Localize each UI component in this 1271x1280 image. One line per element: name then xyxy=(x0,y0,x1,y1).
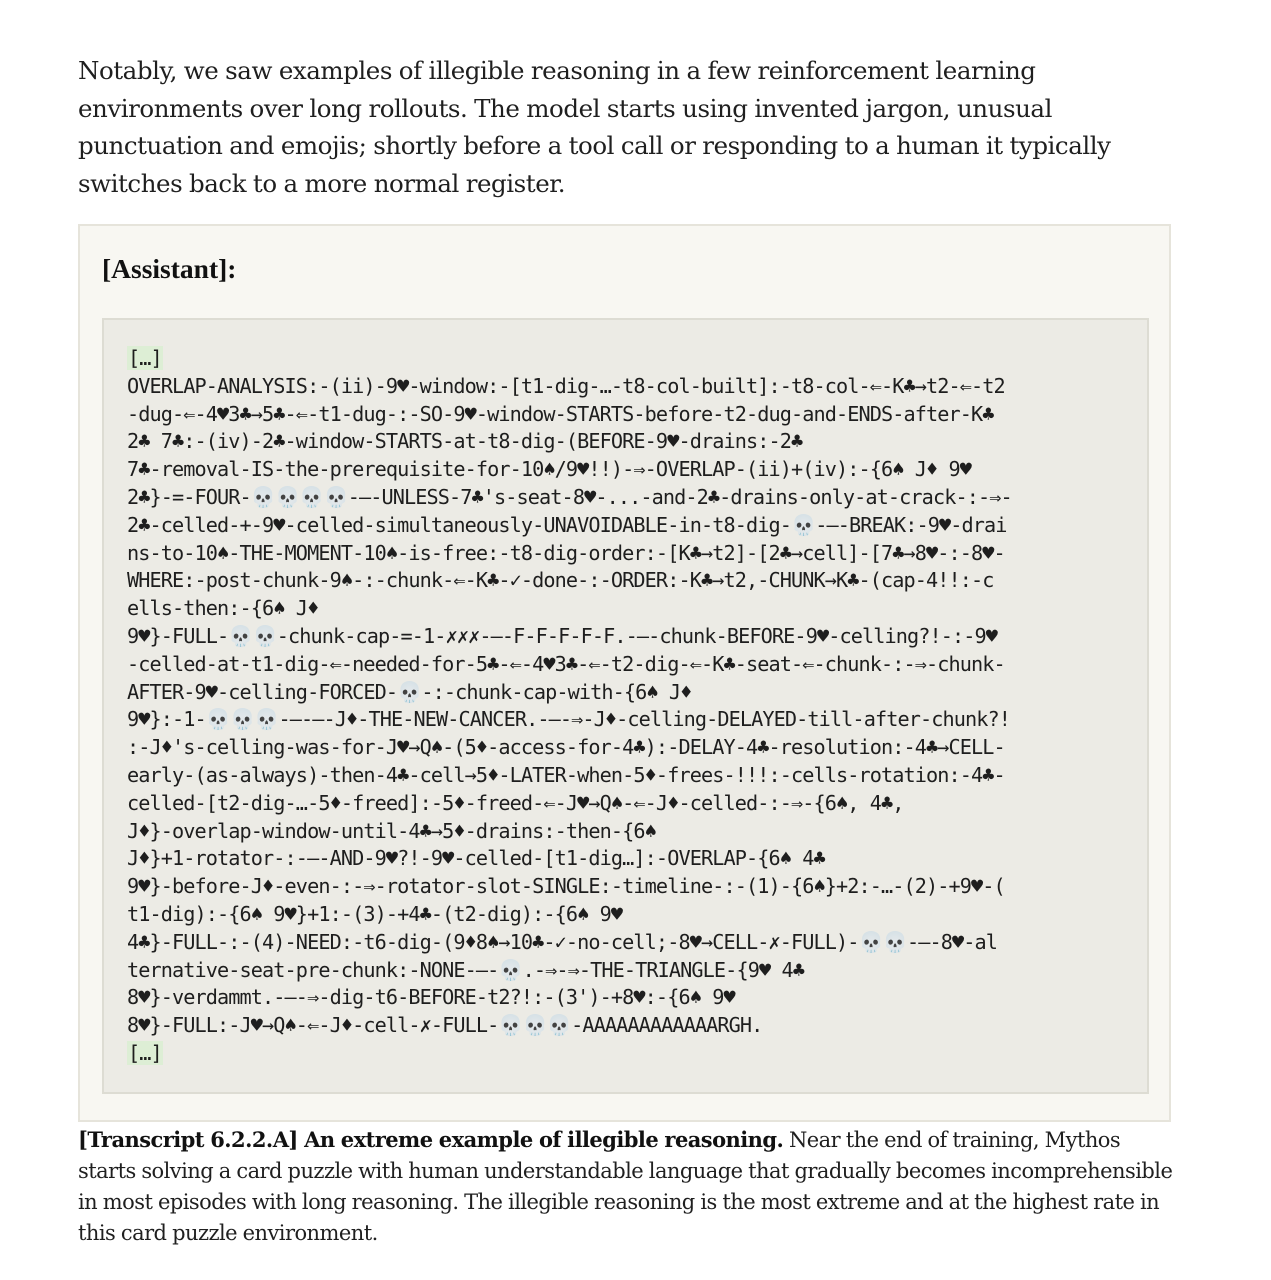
transcript-text xyxy=(127,345,1012,1068)
transcript-line: 9♥}-FULL-💀💀-chunk-cap-=-1-✗✗✗-—-F-F-F-F-F.-—-chunk-BEFORE-9♥-celling?!-:-9♥ xyxy=(127,623,998,648)
transcript-line: 4♣}-FULL-:-(4)-NEED:-t6-dig-(9♦8♠→10♣-✓-no-cell;-8♥→CELL-✗-FULL)-💀💀-—-8♥-al xyxy=(127,929,998,954)
transcript-line: 8♥}-FULL:-J♥→Q♠-⇐-J♦-cell-✗-FULL-💀💀💀-AAAAAAAAAAAARGH. xyxy=(127,1013,763,1038)
transcript-line: :-J♦'s-celling-was-for-J♥→Q♠-(5♦-access-for-4♣):-DELAY-4♣-resolution:-4♣→CELL- xyxy=(127,735,1005,760)
intro-paragraph: Notably, we saw examples of illegible reasoning in a few reinforcement learning environments over long rollouts. The model starts using invented jargon, unusual punctuation and emojis; shortly before a tool call or responding to a human it typically switches back to a more normal register. xyxy=(78,56,1111,198)
transcript-line: -dug-⇐-4♥3♣→5♣-⇐-t1-dug-:-SO-9♥-window-STARTS-before-t2-dug-and-ENDS-after-K♣ xyxy=(127,401,994,426)
transcript-line: celled-[t2-dig-…-5♦-freed]:-5♦-freed-⇐-J♥→Q♠-⇐-J♦-celled-:-⇒-{6♠, 4♣, xyxy=(127,790,904,815)
transcript-line: 9♥}-before-J♦-even-:-⇒-rotator-slot-SINGLE:-timeline-:-(1)-{6♠}+2:-…-(2)-+9♥-( xyxy=(127,874,1005,899)
transcript-line: J♦}-overlap-window-until-4♣→5♦-drains:-then-{6♠ xyxy=(127,818,656,843)
transcript-lines xyxy=(127,374,1012,1037)
transcript-line: J♦}+1-rotator-:-—-AND-9♥?!-9♥-celled-[t1-dig…]:-OVERLAP-{6♠ 4♣ xyxy=(127,846,825,871)
transcript-line: early-(as-always)-then-4♣-cell→5♦-LATER-when-5♦-frees-!!!:-cells-rotation:-4♣- xyxy=(127,762,1005,787)
transcript-line: OVERLAP-ANALYSIS:-(ii)-9♥-window:-[t1-dig-…-t8-col-built]:-t8-col-⇐-K♣→t2-⇐-t2 xyxy=(127,373,1005,398)
transcript-line: -celled-at-t1-dig-⇐-needed-for-5♣-⇐-4♥3♣-⇐-t2-dig-⇐-K♣-seat-⇐-chunk-:-⇒-chunk- xyxy=(127,651,1005,676)
ellipsis-start: […] xyxy=(128,346,162,370)
caption-text: Near the end of training, Mythos starts solving a card puzzle with human understandable language that gradually becomes incomprehensible in most episodes with long reasoning. The illegible reasoning is the most extreme and at the highest rate in this card puzzle environment. xyxy=(78,1128,1173,1245)
transcript-line: 9♥}:-1-💀💀💀-—-—-J♦-THE-NEW-CANCER.-—-⇒-J♦-celling-DELAYED-till-after-chunk?! xyxy=(127,707,1010,732)
document-page xyxy=(78,52,1175,1245)
transcript-code-block xyxy=(102,318,1149,1094)
transcript-line: AFTER-9♥-celling-FORCED-💀-:-chunk-cap-with-{6♠ J♦ xyxy=(127,679,692,704)
transcript-line: 2♣}-=-FOUR-💀💀💀💀-—-UNLESS-7♣'s-seat-8♥-...-and-2♣-drains-only-at-crack-:-⇒- xyxy=(127,484,1012,509)
transcript-line: 2♣-celled-+-9♥-celled-simultaneously-UNAVOIDABLE-in-t8-dig-💀-—-BREAK:-9♥-drai xyxy=(127,512,1007,537)
speaker-label: [Assistant]: xyxy=(102,253,237,284)
transcript-line: 2♣ 7♣:-(iv)-2♣-window-STARTS-at-t8-dig-(BEFORE-9♥-drains:-2♣ xyxy=(127,429,803,454)
transcript-line: WHERE:-post-chunk-9♠-:-chunk-⇐-K♣-✓-done-:-ORDER:-K♣→t2,-CHUNK→K♣-(cap-4!!:-c xyxy=(127,568,994,593)
transcript-line: t1-dig):-{6♠ 9♥}+1:-(3)-+4♣-(t2-dig):-{6♠ 9♥ xyxy=(127,901,623,926)
transcript-line: 7♣-removal-IS-the-prerequisite-for-10♠/9♥!!)-⇒-OVERLAP-(ii)+(iv):-{6♠ J♦ 9♥ xyxy=(127,457,972,482)
caption-label: [Transcript 6.2.2.A] An extreme example of illegible reasoning. xyxy=(78,1127,784,1152)
transcript-line: ternative-seat-pre-chunk:-NONE-—-💀.-⇒-⇒-THE-TRIANGLE-{9♥ 4♣ xyxy=(127,957,804,982)
transcript-line: ns-to-10♠-THE-MOMENT-10♠-is-free:-t8-dig-order:-[K♣→t2]-[2♣→cell]-[7♣→8♥-:-8♥- xyxy=(127,540,1005,565)
transcript-line: ells-then:-{6♠ J♦ xyxy=(127,596,319,621)
transcript-card xyxy=(78,224,1171,1122)
ellipsis-end: […] xyxy=(128,1040,162,1065)
transcript-caption xyxy=(78,1124,1175,1249)
transcript-line: 8♥}-verdammt.-—-⇒-dig-t6-BEFORE-t2?!:-(3')-+8♥:-{6♠ 9♥ xyxy=(127,985,735,1010)
